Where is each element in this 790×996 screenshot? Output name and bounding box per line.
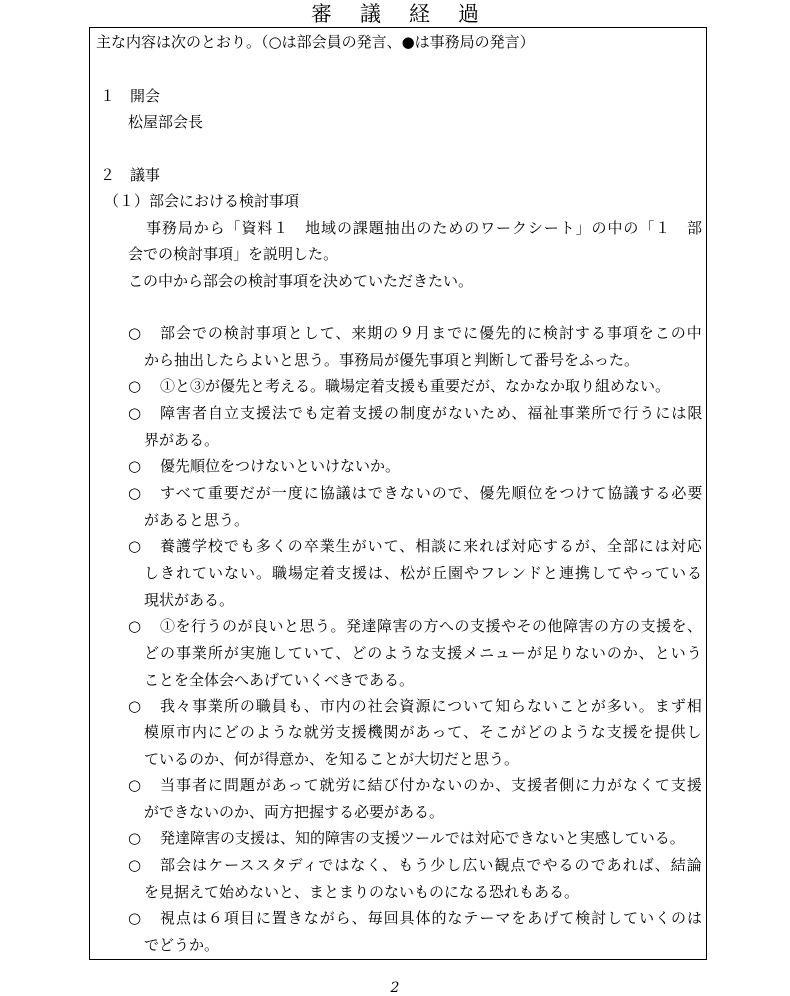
remark-marker: ○ (128, 829, 142, 847)
remark-line: 部会での検討事項として、来期の９月までに優先的に検討する事項をこの中 (160, 324, 703, 342)
remark-marker: ○ (128, 856, 142, 874)
remark-line: 障害者自立支援法でも定着支援の制度がないため、福祉事業所で行うには限 (160, 404, 704, 422)
chair-name: 松屋部会長 (128, 113, 204, 131)
remark-line: 発達障害の支援は、知的障害の支援ツールでは対応できないと実感している。 (160, 829, 685, 847)
remark-line: ①を行うのが良いと思う。発達障害の方への支援やその他障害の方の支援を、 (160, 617, 703, 635)
remark-marker: ○ (128, 537, 142, 555)
remark-line: 当事者に問題があって就労に結び付かないのか、支援者側に力がなくて支援 (160, 776, 703, 794)
page-number: 2 (390, 980, 400, 996)
remark-line: 部会はケーススタディではなく、もう少し広い観点でやるのであれば、結論 (160, 856, 703, 874)
remark-line: から抽出したらよいと思う。事務局が優先事項と判断して番号をふった。 (144, 351, 640, 369)
remark-line: ができないのか、両方把握する必要がある。 (144, 803, 445, 821)
section-heading: ２ 議事 (100, 166, 161, 184)
section-heading: １ 開会 (100, 87, 161, 105)
intro-note: 主な内容は次のとおり。（○は部会員の発言、●は事務局の発言） (96, 33, 535, 51)
remark-marker: ○ (128, 617, 142, 635)
remark-line: ことを全体会へあげていくべきである。 (144, 671, 415, 689)
remark-marker: ○ (128, 457, 142, 475)
remark-line: でどうか。 (144, 936, 220, 954)
remark-marker: ○ (128, 484, 142, 502)
explanation-line: 事務局から「資料１ 地域の課題抽出のためのワークシート」の中の「１ 部 (146, 219, 703, 237)
remark-line: しきれていない。職場定着支援は、松が丘園やフレンドと連携してやっている (144, 564, 704, 582)
remark-line: 優先順位をつけないといけないか。 (160, 457, 401, 475)
remark-line: 界がある。 (144, 431, 220, 449)
page-title: 審議経過 (311, 2, 507, 26)
remark-marker: ○ (128, 776, 142, 794)
remark-marker: ○ (128, 697, 142, 715)
remark-marker: ○ (128, 377, 142, 395)
remark-line: 我々事業所の職員も、市内の社会資源について知らないことが多い。まず相 (160, 697, 703, 715)
remark-line: すべて重要だが一度に協議はできないので、優先順位をつけて協議する必要 (160, 484, 704, 502)
remark-line: を見据えて始めないと、まとまりのないものになる恐れもある。 (144, 883, 580, 901)
subsection-heading: （１）部会における検討事項 (104, 192, 300, 210)
explanation-line: この中から部会の検討事項を決めていただきたい。 (128, 272, 474, 290)
remark-line: 現状がある。 (144, 591, 235, 609)
remark-line: どの事業所が実施していて、どのような支援メニューが足りないのか、という (144, 644, 703, 662)
remark-marker: ○ (128, 404, 142, 422)
explanation-line: 会での検討事項」を説明した。 (128, 245, 339, 263)
remark-marker: ○ (128, 324, 142, 342)
remark-marker: ○ (128, 909, 142, 927)
remark-line: ①と③が優先と考える。職場定着支援も重要だが、なかなか取り組めない。 (160, 377, 671, 395)
remark-line: 模原市内にどのような就労支援機関があって、そこがどのような支援を提供し (144, 723, 703, 741)
remark-line: があると思う。 (144, 511, 250, 529)
remark-line: ているのか、何が得意か、を知ることが大切だと思う。 (144, 750, 520, 768)
remark-line: 視点は６項目に置きながら、毎回具体的なテーマをあげて検討していくのは (160, 909, 703, 927)
remark-line: 養護学校でも多くの卒業生がいて、相談に来れば対応するが、全部には対応 (160, 537, 703, 555)
